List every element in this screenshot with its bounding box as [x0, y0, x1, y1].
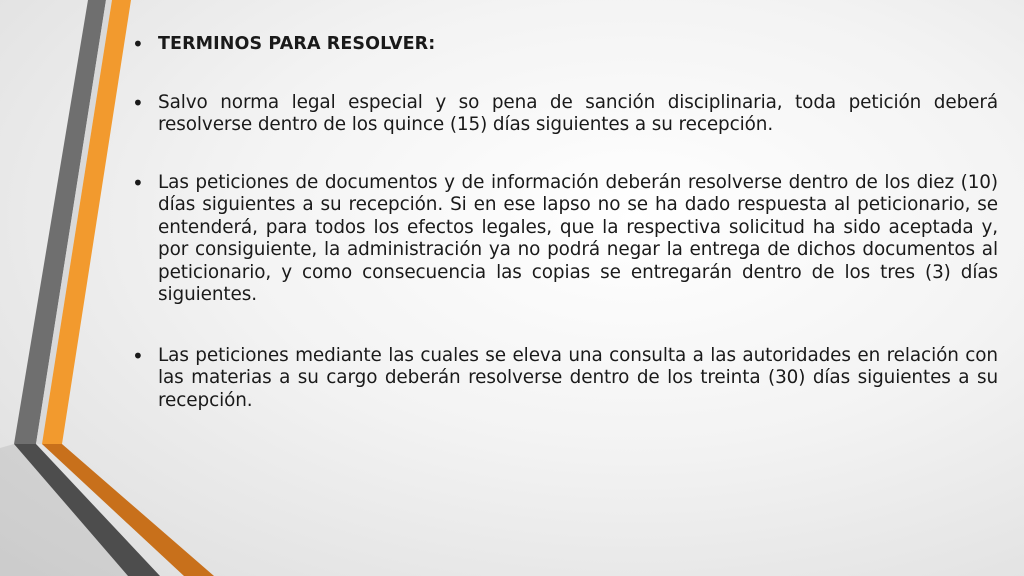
- bullet-dot-icon: •: [132, 170, 144, 195]
- bullet-dot-icon: •: [132, 32, 144, 56]
- bullet-dot-icon: •: [132, 343, 144, 368]
- bullet-list: [130, 33, 998, 412]
- paragraph-text: Las peticiones de documentos y de información deberán resolverse dentro de los diez (10) días siguientes a su recepción. Si en ese lapso no se ha dado respuesta al peticionario, se entenderá, para todos los efectos legales, que la respectiva solicitud ha sido aceptada y, por consiguiente, la administración ya no podrá negar la entrega de dichos documentos al peticionario, y como consecuencia las copias se entregarán dentro de los tres (3) días siguientes.: [158, 171, 998, 305]
- paragraph-text: Salvo norma legal especial y so pena de sanción disciplinaria, toda petición deberá resolverse dentro de los quince (15) días siguientes a su recepción.: [158, 91, 998, 135]
- bullet-paragraph-3: [130, 345, 998, 413]
- bullet-paragraph-1: [130, 92, 998, 137]
- heading-text: TERMINOS PARA RESOLVER:: [158, 34, 436, 54]
- bullet-dot-icon: •: [132, 90, 144, 115]
- light-stripe: [36, 0, 112, 444]
- bullet-paragraph-2: [130, 172, 998, 307]
- paragraph-text: Las peticiones mediante las cuales se eleva una consulta a las autoridades en relación con las materias a su cargo deberán resolverse dentro de los treinta (30) días siguientes a su recepción.: [158, 344, 998, 411]
- slide-content: [130, 33, 998, 412]
- bullet-heading: [130, 33, 998, 56]
